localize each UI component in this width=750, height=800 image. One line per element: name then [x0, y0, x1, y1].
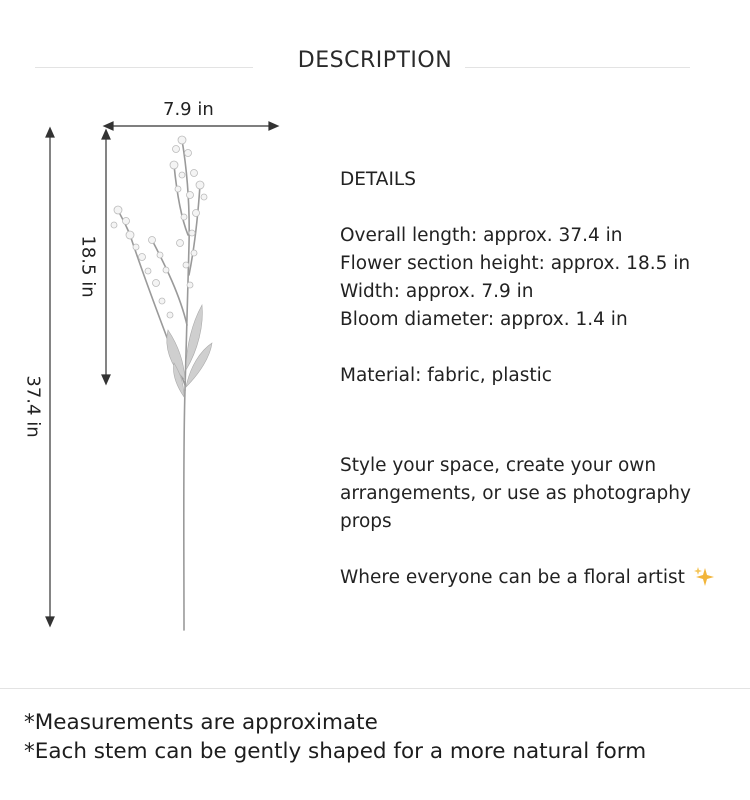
overall-length-arrow-head-top — [46, 128, 54, 137]
footer-note-measurements: *Measurements are approximate — [24, 710, 378, 735]
spec-width: Width: approx. 7.9 in — [340, 281, 534, 302]
details-heading: DETAILS — [340, 169, 416, 190]
spec-overall-length: Overall length: approx. 37.4 in — [340, 225, 623, 246]
footer-note-shaping: *Each stem can be gently shaped for a more natural form — [24, 739, 647, 764]
page-title: DESCRIPTION — [297, 48, 453, 73]
overall-length-label: 37.4 in — [22, 375, 44, 438]
width-arrow-head-right — [269, 122, 278, 130]
width-label: 7.9 in — [163, 99, 214, 120]
details-panel — [340, 166, 740, 595]
material-text: Material: fabric, plastic — [340, 365, 552, 386]
spec-bloom-diameter: Bloom diameter: approx. 1.4 in — [340, 309, 628, 330]
footer-rule — [0, 688, 750, 689]
flower-height-label: 18.5 in — [77, 235, 99, 298]
styling-text: Style your space, create your own arrangements, or use as photography props — [340, 455, 691, 532]
flower-stem-image — [90, 125, 260, 635]
overall-length-arrow-head-bottom — [46, 617, 54, 626]
footer-notes — [24, 708, 646, 766]
tagline-text: Where everyone can be a floral artist — [340, 567, 685, 588]
tagline-line — [340, 564, 740, 595]
spec-flower-height: Flower section height: approx. 18.5 in — [340, 253, 691, 274]
sparkles-icon — [693, 566, 715, 595]
